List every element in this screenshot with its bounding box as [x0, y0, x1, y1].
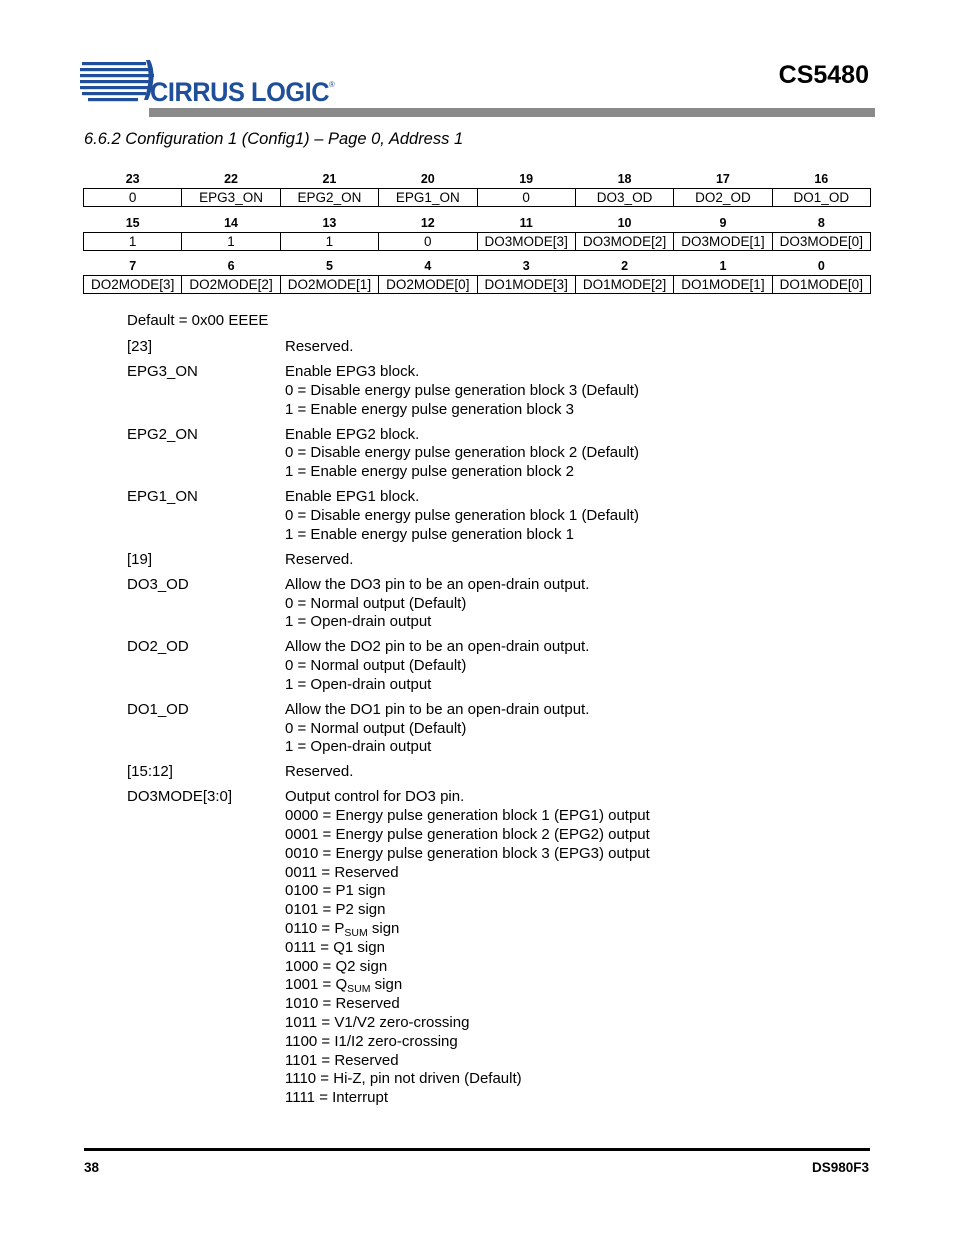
bit-number: 13	[322, 215, 337, 230]
bit-number: 2	[621, 258, 629, 273]
footer-rule	[84, 1148, 870, 1151]
default-value: Default = 0x00 EEEE	[127, 312, 269, 329]
bit-number-row	[84, 213, 871, 233]
bit-number: 7	[129, 258, 137, 273]
bit-number-row	[84, 169, 871, 189]
description-line: 0101 = P2 sign	[285, 901, 386, 919]
field-name: DO3_OD	[127, 575, 189, 593]
field-name: DO2_OD	[127, 638, 189, 656]
description-line: Reserved.	[285, 763, 354, 781]
description-line: 1 = Enable energy pulse generation block 2	[285, 463, 574, 481]
field-description	[285, 788, 650, 1108]
definition-item	[127, 338, 650, 357]
bit-number-row	[84, 256, 871, 276]
bit-value: DO1MODE[0]	[772, 276, 870, 294]
description-line: 1100 = I1/I2 zero-crossing	[285, 1032, 458, 1050]
bit-value: DO1MODE[3]	[477, 276, 575, 294]
bit-value: DO3MODE[2]	[575, 233, 673, 251]
description-line: 1 = Enable energy pulse generation block 3	[285, 400, 574, 418]
bit-value: 0	[477, 189, 575, 207]
description-line: 1101 = Reserved	[285, 1051, 399, 1069]
description-line: 1 = Open-drain output	[285, 738, 432, 756]
bit-value: DO3MODE[3]	[477, 233, 575, 251]
field-name: [15:12]	[127, 763, 173, 781]
description-line: 0 = Disable energy pulse generation block 2 (Default)	[285, 444, 639, 462]
bit-number: 1	[719, 258, 727, 273]
bit-number: 10	[617, 215, 632, 230]
definition-item	[127, 551, 650, 570]
definition-item	[127, 638, 650, 694]
bit-value: 0	[379, 233, 477, 251]
definition-item	[127, 488, 650, 544]
bit-number: 12	[420, 215, 435, 230]
description-line: Allow the DO3 pin to be an open-drain output.	[285, 575, 590, 593]
description-line: $1001 = Q_{SUM}$ sign	[285, 976, 403, 996]
description-line: 1010 = Reserved	[285, 995, 400, 1013]
field-description	[285, 426, 639, 482]
field-name: DO1_OD	[127, 700, 189, 718]
bit-value-row	[84, 189, 871, 207]
definition-item	[127, 788, 650, 1108]
field-name: EPG2_ON	[127, 425, 198, 443]
field-description	[285, 576, 589, 632]
description-line: Allow the DO1 pin to be an open-drain output.	[285, 700, 590, 718]
bit-value: DO1_OD	[772, 189, 870, 207]
description-line: 0 = Normal output (Default)	[285, 719, 467, 737]
description-line: 0011 = Reserved	[285, 863, 399, 881]
description-line: 0100 = P1 sign	[285, 882, 386, 900]
description-line: 1 = Open-drain output	[285, 675, 432, 693]
page-number: 38	[84, 1160, 100, 1175]
bit-value: DO3MODE[1]	[674, 233, 772, 251]
bit-value: 1	[280, 233, 378, 251]
bit-number: 15	[125, 215, 140, 230]
bit-value: EPG3_ON	[182, 189, 280, 207]
bit-number: 19	[519, 171, 534, 186]
description-line: Enable EPG1 block.	[285, 488, 420, 506]
bit-number: 6	[227, 258, 235, 273]
bit-number: 18	[617, 171, 632, 186]
bit-value-row	[84, 276, 871, 294]
field-description	[285, 488, 639, 544]
field-name: EPG1_ON	[127, 488, 198, 506]
bit-number: 20	[420, 171, 435, 186]
register-table-bits-23-16	[83, 169, 871, 207]
description-line: Enable EPG2 block.	[285, 425, 420, 443]
bit-number: 14	[224, 215, 239, 230]
bit-value: DO3MODE[0]	[772, 233, 870, 251]
bit-value: 1	[84, 233, 182, 251]
bit-value: EPG2_ON	[280, 189, 378, 207]
description-line: 1011 = V1/V2 zero-crossing	[285, 1013, 470, 1031]
register-table-bits-15-8	[83, 213, 871, 251]
description-line: 0 = Normal output (Default)	[285, 657, 467, 675]
definition-item	[127, 363, 650, 419]
bit-number: 5	[325, 258, 333, 273]
field-description	[285, 701, 589, 757]
field-description	[285, 363, 639, 419]
description-line: 0 = Normal output (Default)	[285, 594, 467, 612]
description-line: 1000 = Q2 sign	[285, 957, 388, 975]
bit-number: 0	[817, 258, 825, 273]
field-description	[285, 763, 353, 782]
document-id: DS980F3	[811, 1160, 869, 1175]
bit-definitions-list	[127, 338, 650, 1114]
bit-number: 3	[522, 258, 530, 273]
bit-number: 22	[224, 171, 239, 186]
description-line: Reserved.	[285, 550, 354, 568]
bit-value: DO1MODE[2]	[575, 276, 673, 294]
bit-value-row	[84, 233, 871, 251]
definition-item	[127, 426, 650, 482]
bit-number: 4	[424, 258, 432, 273]
field-name: [19]	[127, 550, 153, 568]
description-line: 0001 = Energy pulse generation block 2 (EPG2) output	[285, 826, 650, 844]
bit-value: DO2MODE[0]	[379, 276, 477, 294]
header-rule	[149, 108, 875, 117]
field-description	[285, 338, 353, 357]
description-line: 0 = Disable energy pulse generation block 1 (Default)	[285, 506, 639, 524]
bit-number: 9	[719, 215, 727, 230]
bit-value: DO1MODE[1]	[674, 276, 772, 294]
description-line: Allow the DO2 pin to be an open-drain output.	[285, 638, 590, 656]
bit-value: EPG1_ON	[379, 189, 477, 207]
description-line: Reserved.	[285, 338, 354, 355]
bit-number: 17	[715, 171, 730, 186]
description-line: Output control for DO3 pin.	[285, 788, 465, 806]
bit-number: 11	[519, 215, 533, 230]
bit-number: 23	[125, 171, 140, 186]
bit-number: 21	[322, 171, 337, 186]
bit-value: DO2_OD	[674, 189, 772, 207]
field-description	[285, 551, 353, 570]
bit-value: DO3_OD	[575, 189, 673, 207]
bit-value: DO2MODE[1]	[280, 276, 378, 294]
section-title: 6.6.2 Configuration 1 (Config1) – Page 0, Address 1	[84, 130, 464, 148]
field-name: [23]	[127, 338, 153, 355]
definition-item	[127, 763, 650, 782]
bit-value: 0	[84, 189, 182, 207]
register-table-bits-7-0	[83, 256, 871, 294]
description-line: 1 = Open-drain output	[285, 613, 432, 631]
description-line: 1111 = Interrupt	[285, 1089, 388, 1107]
field-name: DO3MODE[3:0]	[127, 788, 233, 806]
description-line: $0110 = P_{SUM}$ sign	[285, 920, 400, 939]
chip-name: CS5480	[778, 61, 869, 89]
field-name: EPG3_ON	[127, 362, 198, 380]
bit-value: DO2MODE[2]	[182, 276, 280, 294]
field-description	[285, 638, 589, 694]
description-line: 0000 = Energy pulse generation block 1 (EPG1) output	[285, 807, 650, 825]
definition-item	[127, 576, 650, 632]
bit-value: DO2MODE[3]	[84, 276, 182, 294]
bit-number: 8	[817, 215, 825, 230]
bit-number: 16	[814, 171, 829, 186]
description-line: 1110 = Hi-Z, pin not driven (Default)	[285, 1070, 522, 1088]
logo-wordmark: CIRRUS LOGIC®	[150, 77, 335, 107]
description-line: 0 = Disable energy pulse generation block 3 (Default)	[285, 381, 639, 399]
description-line: 0111 = Q1 sign	[285, 938, 385, 956]
description-line: Enable EPG3 block.	[285, 362, 420, 380]
bit-value: 1	[182, 233, 280, 251]
definition-item	[127, 701, 650, 757]
description-line: 0010 = Energy pulse generation block 3 (EPG3) output	[285, 844, 650, 862]
description-line: 1 = Enable energy pulse generation block 1	[285, 525, 574, 543]
